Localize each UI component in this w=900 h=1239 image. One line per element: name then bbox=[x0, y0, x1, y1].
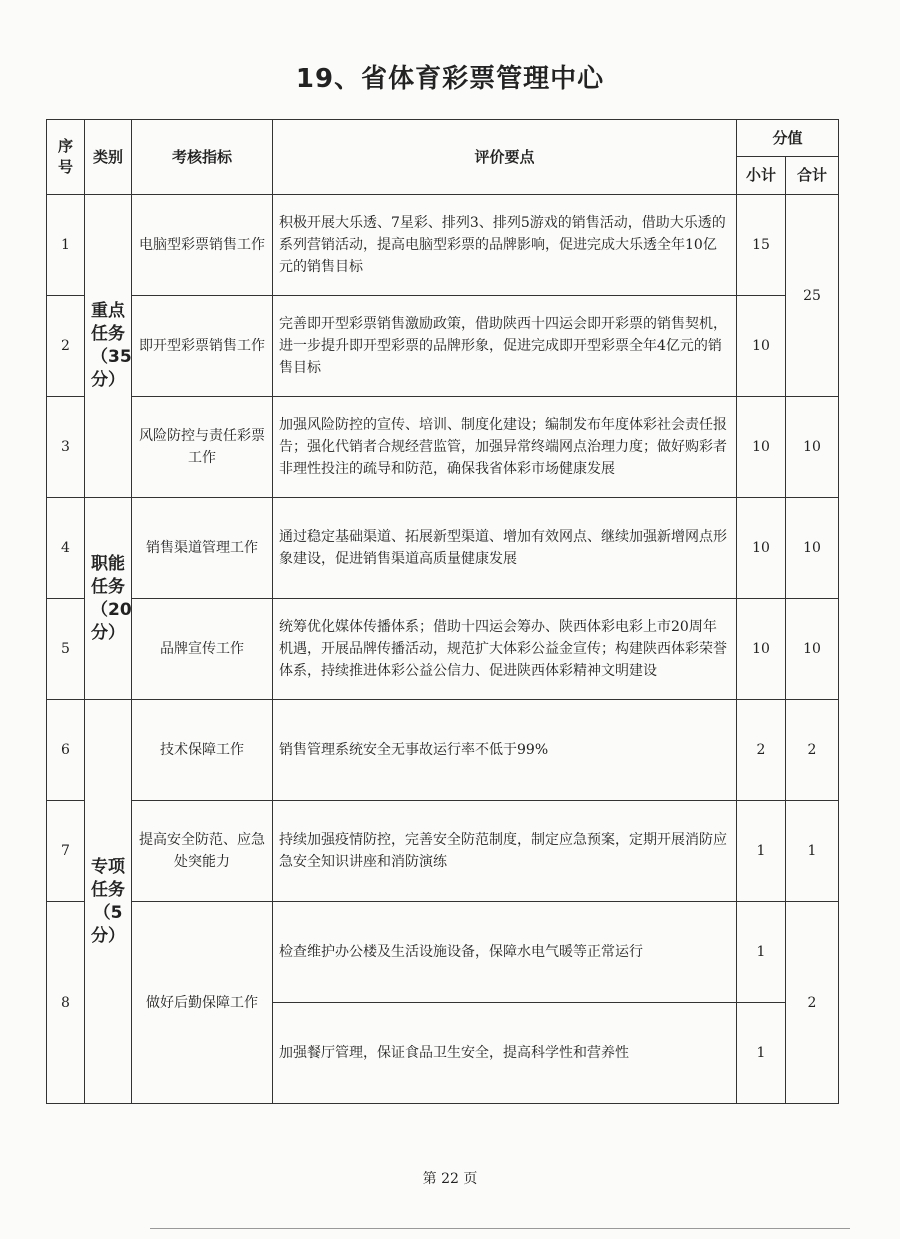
page-number: 第 22 页 bbox=[422, 1171, 478, 1187]
row-subtotal: 1 bbox=[737, 801, 786, 902]
row-total: 2 bbox=[786, 700, 839, 801]
row-point: 通过稳定基础渠道、拓展新型渠道、增加有效网点、继续加强新增网点形象建设，促进销售渠道高质量健康发展 bbox=[273, 498, 737, 599]
row-point: 完善即开型彩票销售激励政策，借助陕西十四运会即开彩票的销售契机，进一步提升即开型彩票的品牌形象，促进完成即开型彩票全年4亿元的销售目标 bbox=[273, 296, 737, 397]
header-total: 合计 bbox=[786, 157, 839, 195]
row-seq: 3 bbox=[47, 397, 85, 498]
table-row bbox=[47, 902, 839, 1003]
row-subtotal: 10 bbox=[737, 498, 786, 599]
row-seq: 2 bbox=[47, 296, 85, 397]
row-subtotal: 10 bbox=[737, 599, 786, 700]
header-score: 分值 bbox=[737, 120, 839, 157]
row-seq: 4 bbox=[47, 498, 85, 599]
row-seq: 8 bbox=[47, 902, 85, 1104]
row-total: 10 bbox=[786, 498, 839, 599]
row-total: 1 bbox=[786, 801, 839, 902]
category-functional-tasks: 职能任务（20分） bbox=[85, 498, 132, 700]
evaluation-table bbox=[46, 119, 839, 1104]
row-indicator: 技术保障工作 bbox=[132, 700, 273, 801]
category-special-tasks: 专项任务（5分） bbox=[85, 700, 132, 1104]
row-indicator: 电脑型彩票销售工作 bbox=[132, 195, 273, 296]
row-subtotal: 1 bbox=[737, 1003, 786, 1104]
row-indicator: 风险防控与责任彩票工作 bbox=[132, 397, 273, 498]
table-row bbox=[47, 700, 839, 801]
row-point: 销售管理系统安全无事故运行率不低于99% bbox=[273, 700, 737, 801]
scan-edge-line bbox=[150, 1228, 850, 1229]
merged-total: 25 bbox=[786, 195, 839, 397]
table-row bbox=[47, 195, 839, 296]
row-indicator: 即开型彩票销售工作 bbox=[132, 296, 273, 397]
row-point: 持续加强疫情防控，完善安全防范制度，制定应急预案，定期开展消防应急安全知识讲座和消防演练 bbox=[273, 801, 737, 902]
row-point: 积极开展大乐透、7星彩、排列3、排列5游戏的销售活动，借助大乐透的系列营销活动，提高电脑型彩票的品牌影响，促进完成大乐透全年10亿元的销售目标 bbox=[273, 195, 737, 296]
row-seq: 6 bbox=[47, 700, 85, 801]
row-point: 加强风险防控的宣传、培训、制度化建设；编制发布年度体彩社会责任报告；强化代销者合规经营监管，加强异常终端网点治理力度；做好购彩者非理性投注的疏导和防范，确保我省体彩市场健康发展 bbox=[273, 397, 737, 498]
row-subtotal: 10 bbox=[737, 397, 786, 498]
header-category: 类别 bbox=[85, 120, 132, 195]
table-row bbox=[47, 599, 839, 700]
row-indicator: 品牌宣传工作 bbox=[132, 599, 273, 700]
row-indicator: 提高安全防范、应急处突能力 bbox=[132, 801, 273, 902]
row-point: 统筹优化媒体传播体系；借助十四运会筹办、陕西体彩电彩上市20周年机遇，开展品牌传播活动，规范扩大体彩公益金宣传；构建陕西体彩荣誉体系，持续推进体彩公益公信力、促进陕西体彩精神文明建设 bbox=[273, 599, 737, 700]
table-header-row bbox=[47, 120, 839, 157]
row-point: 检查维护办公楼及生活设施设备，保障水电气暖等正常运行 bbox=[273, 902, 737, 1003]
row-total: 10 bbox=[786, 397, 839, 498]
row-subtotal: 10 bbox=[737, 296, 786, 397]
row-seq: 7 bbox=[47, 801, 85, 902]
category-key-tasks: 重点任务（35分） bbox=[85, 195, 132, 498]
row-total: 10 bbox=[786, 599, 839, 700]
row-indicator: 销售渠道管理工作 bbox=[132, 498, 273, 599]
page-title: 19、省体育彩票管理中心 bbox=[295, 64, 605, 94]
table-row bbox=[47, 296, 839, 397]
merged-total: 2 bbox=[786, 902, 839, 1104]
header-subtotal: 小计 bbox=[737, 157, 786, 195]
row-subtotal: 1 bbox=[737, 902, 786, 1003]
row-seq: 5 bbox=[47, 599, 85, 700]
row-seq: 1 bbox=[47, 195, 85, 296]
header-indicator: 考核指标 bbox=[132, 120, 273, 195]
header-seq: 序号 bbox=[47, 120, 85, 195]
row-subtotal: 15 bbox=[737, 195, 786, 296]
row-point: 加强餐厅管理，保证食品卫生安全，提高科学性和营养性 bbox=[273, 1003, 737, 1104]
row-indicator: 做好后勤保障工作 bbox=[132, 902, 273, 1104]
table-row bbox=[47, 498, 839, 599]
row-subtotal: 2 bbox=[737, 700, 786, 801]
table-row bbox=[47, 397, 839, 498]
table-row bbox=[47, 801, 839, 902]
header-points: 评价要点 bbox=[273, 120, 737, 195]
